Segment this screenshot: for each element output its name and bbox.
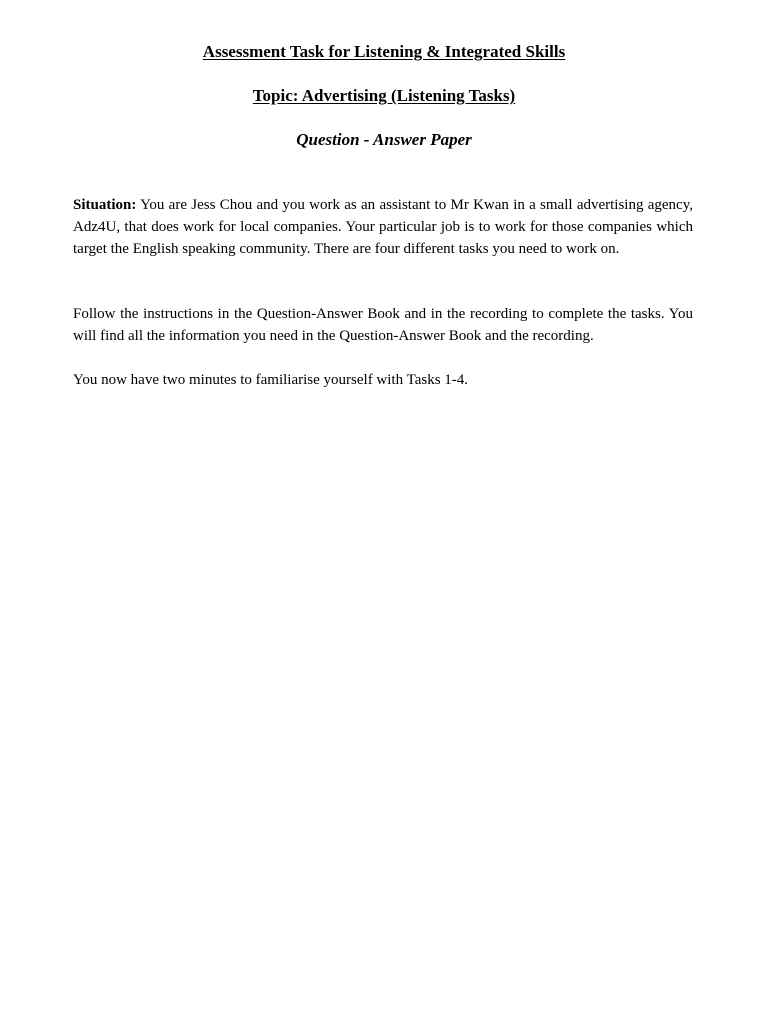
instructions-paragraph: Follow the instructions in the Question-Answer Book and in the recording to complete the tasks. You will find all the information you need in the Question-Answer Book and the recording.: [73, 306, 693, 344]
document-title: Assessment Task for Listening & Integrated Skills: [202, 42, 566, 61]
situation-paragraph: [73, 194, 693, 260]
document-topic: Topic: Advertising (Listening Tasks): [252, 86, 516, 105]
familiarise-paragraph: You now have two minutes to familiarise yourself with Tasks 1-4.: [73, 372, 469, 388]
document-subtitle: Question - Answer Paper: [296, 130, 472, 149]
situation-text: You are Jess Chou and you work as an assistant to Mr Kwan in a small advertising agency, Adz4U, that does work for local companies. Your particular job is to work for those companies which target the English speaking community. There are four different tasks you need to work on.: [73, 197, 693, 257]
situation-label: Situation:: [73, 197, 137, 213]
